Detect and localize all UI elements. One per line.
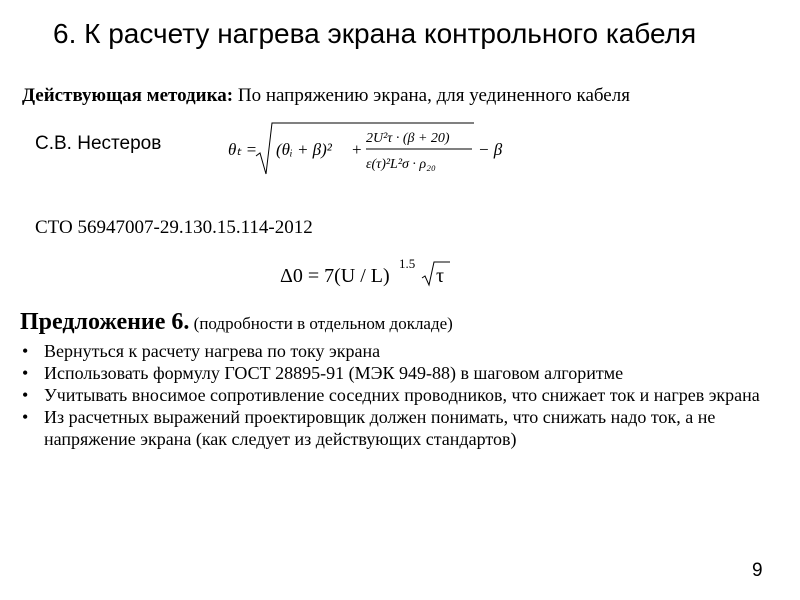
formula2-main: Δ0 = 7(U / L) [280, 265, 390, 287]
author-name: С.В. Нестеров [35, 133, 162, 154]
list-item: • Из расчетных выражений проектировщик должен понимать, что снижать надо ток, а не напряжение экрана (как следует из действующих стандартов) [20, 406, 780, 450]
current-method-line [22, 85, 630, 107]
page-number: 9 [752, 560, 763, 581]
formula1-lhs: θₜ = [228, 140, 258, 159]
standard-reference: СТО 56947007-29.130.15.114-2012 [35, 217, 313, 238]
screen-temperature-formula [226, 118, 516, 180]
delta-formula [278, 254, 478, 294]
slide-title: 6. К расчету нагрева экрана контрольного кабеля [53, 18, 697, 49]
proposal-note: (подробности в отдельном докладе) [189, 314, 453, 333]
formula1-inner-left: (θᵢ + β)² [276, 140, 332, 159]
formula1-plus: + [352, 140, 362, 159]
method-description: По напряжению экрана, для уединенного кабеля [233, 85, 630, 106]
list-item: • Использовать формулу ГОСТ 28895-91 (МЭК 949-88) в шаговом алгоритме [20, 362, 780, 384]
proposal-heading-line [20, 309, 453, 336]
list-item: • Учитывать вносимое сопротивление соседних проводников, что снижает ток и нагрев экрана [20, 384, 780, 406]
list-item: • Вернуться к расчету нагрева по току экрана [20, 340, 780, 362]
method-label: Действующая методика: [22, 85, 234, 106]
proposal-bullet-list [20, 340, 780, 450]
formula2-root-arg: τ [436, 265, 445, 287]
formula1-denominator: ε(τ)²L²σ · ρ₂₀ [366, 157, 436, 172]
formula1-numerator: 2U²τ · (β + 20) [366, 131, 450, 146]
formula2-exponent: 1.5 [399, 256, 416, 271]
proposal-heading: Предложение 6. [20, 309, 190, 335]
formula1-tail: − β [478, 140, 503, 159]
